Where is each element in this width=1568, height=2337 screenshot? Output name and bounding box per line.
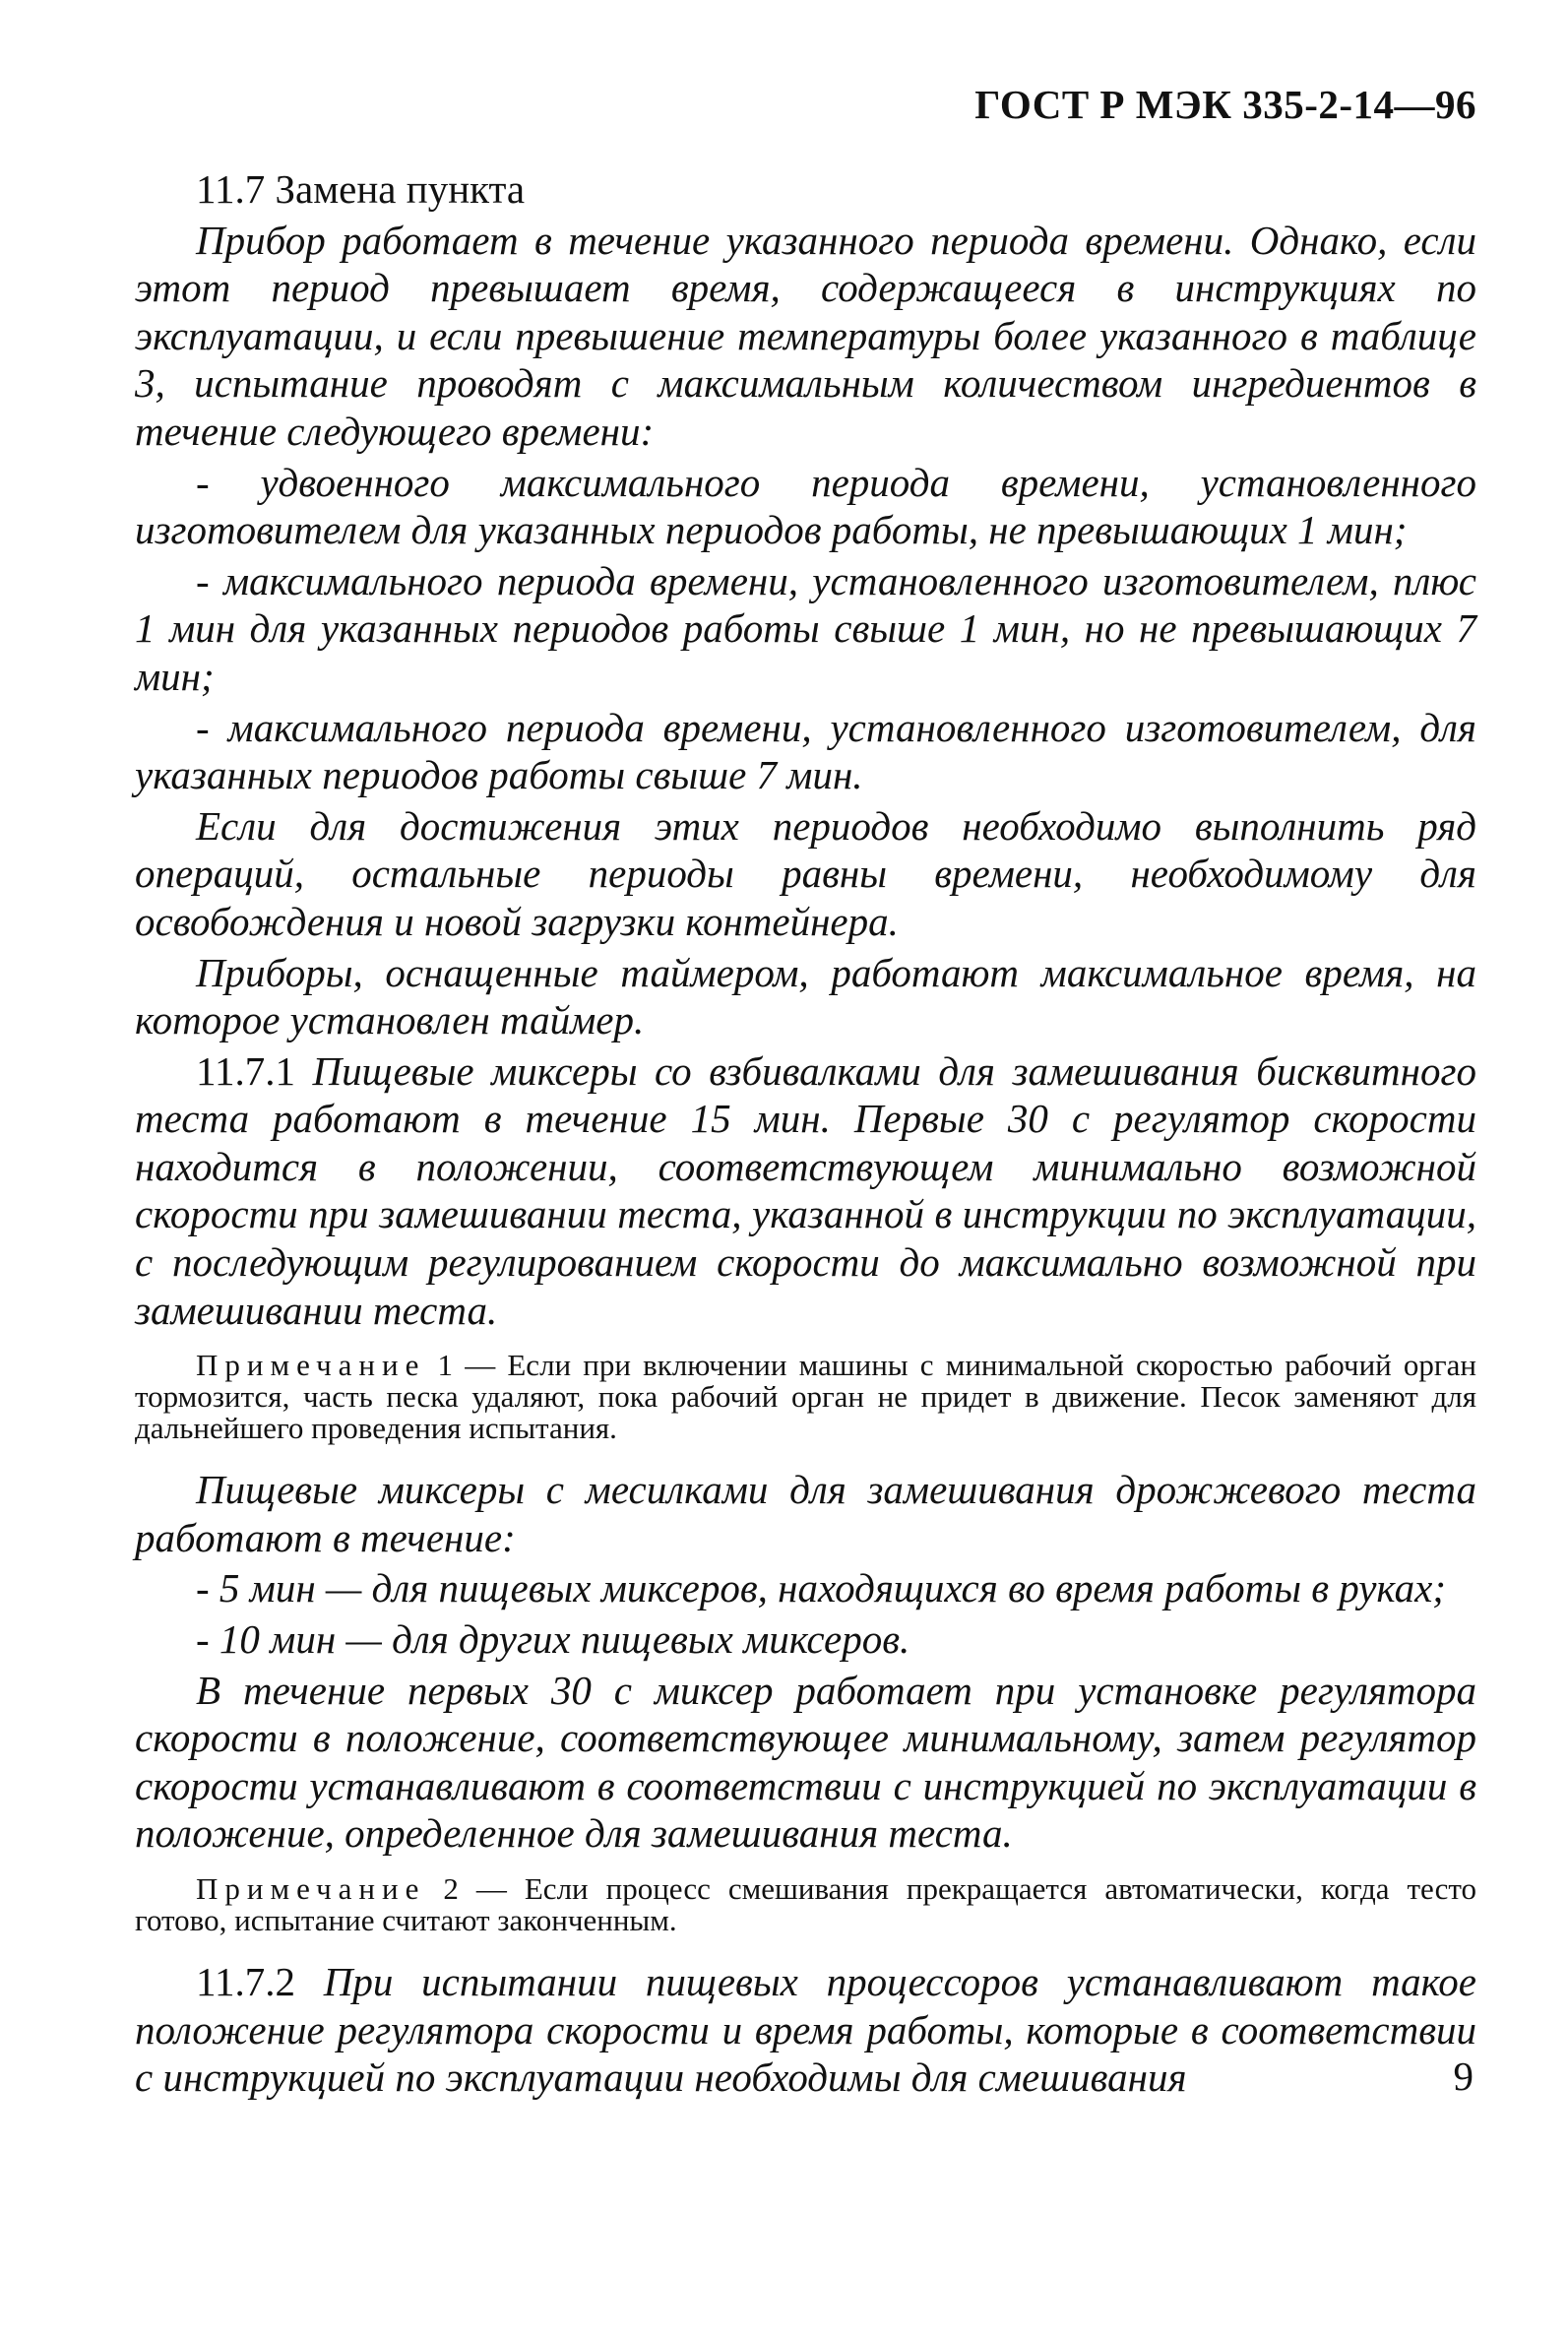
paragraph: Прибор работает в течение указанного периода времени. Однако, если этот период превышает время, содержащееся в инструкциях по эксплуатации, и если превышение температуры более указанного в таблице 3, испытание проводят с максимальным количеством ингредиентов в течение следующего времени: [135, 217, 1476, 454]
document-body [135, 165, 1476, 2105]
note-label: Примечание [196, 1348, 426, 1383]
paragraph: В течение первых 30 с миксер работает при установке регулятора скорости в положение, соответствующее минимальному, затем регулятор скорости устанавливают в соответствии с инструкцией по эксплуатации в положение, определенное для замешивания теста. [135, 1667, 1476, 1857]
note-text: 1 — Если при включении машины с минимальной скоростью рабочий орган тормозится, часть песка удаляют, пока рабочий орган не придет в движение. Песок заменяют для дальнейшего проведения испытания. [135, 1348, 1476, 1446]
section-number: 11.7 [196, 166, 266, 212]
note-text: 2 — Если процесс смешивания прекращается автоматически, когда тесто готово, испытание считают законченным. [135, 1871, 1476, 1937]
paragraph: Приборы, оснащенные таймером, работают максимальное время, на которое установлен таймер. [135, 949, 1476, 1043]
list-item: - 10 мин — для других пищевых миксеров. [196, 1616, 910, 1663]
page-number: 9 [1453, 2053, 1474, 2099]
subsection-text: При испытании пищевых процессоров устанавливают такое положение регулятора скорости и время работы, которые в соответствии с инструкцией по эксплуатации необходимы для смешивания [135, 1959, 1476, 2101]
paragraph: Пищевые миксеры с месилками для замешивания дрожжевого теста работают в течение: [135, 1467, 1476, 1560]
list-item: - максимального периода времени, установленного изготовителем, для указанных периодов работы свыше 7 мин. [135, 704, 1476, 798]
list-item: - максимального периода времени, установленного изготовителем, плюс 1 мин для указанных периодов работы свыше 1 мин, но не превышающих 7 мин; [135, 557, 1476, 699]
paragraph: Если для достижения этих периодов необходимо выполнить ряд операций, остальные периоды равны времени, необходимому для освобождения и новой загрузки контейнера. [135, 802, 1476, 944]
list-item: - 5 мин — для пищевых миксеров, находящихся во время работы в руках; [196, 1565, 1446, 1611]
note-2 [135, 1873, 1476, 1936]
subsection-number: 11.7.2 [196, 1959, 295, 2004]
page-header-standard: ГОСТ Р МЭК 335-2-14—96 [974, 82, 1476, 127]
note-1 [135, 1350, 1476, 1444]
subsection-11-7-2 [135, 1958, 1476, 2102]
section-title: Замена пункта [275, 166, 526, 212]
list-item: - удвоенного максимального периода времени, установленного изготовителем для указанных периодов работы, не превышающих 1 мин; [135, 459, 1476, 553]
subsection-11-7-1 [135, 1047, 1476, 1335]
section-heading [135, 165, 1476, 214]
subsection-text: Пищевые миксеры со взбивалками для замешивания бисквитного теста работают в течение 15 мин. Первые 30 с регулятор скорости находится в положении, соответствующем минимально возможной скорости при замешивании теста, указанной в инструкции по эксплуатации, с последующим регулированием скорости до максимально возможной при замешивании теста. [135, 1047, 1477, 1333]
subsection-number: 11.7.1 [196, 1047, 295, 1094]
note-label: Примечание [196, 1871, 426, 1906]
